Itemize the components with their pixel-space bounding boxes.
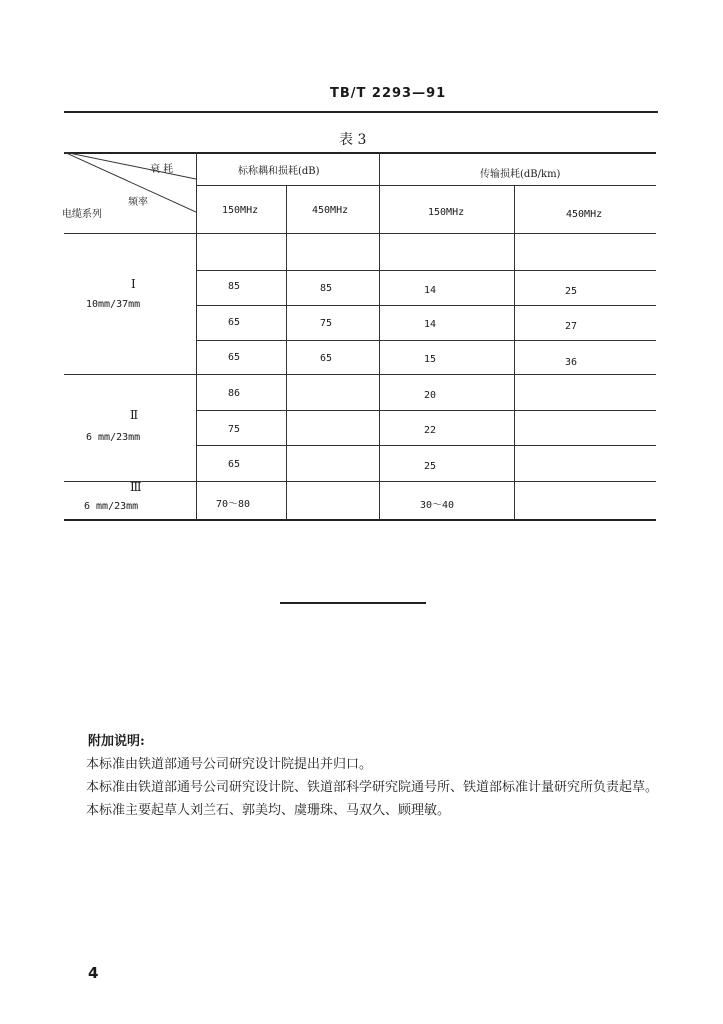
col-line — [196, 152, 197, 519]
series-size: 6 mm/23mm — [84, 501, 139, 512]
table-cell: 36 — [565, 357, 578, 368]
table-cell: 65 — [228, 317, 241, 328]
header-rule — [64, 111, 658, 113]
table-cell: 14 — [424, 319, 437, 330]
table-cell: 25 — [424, 461, 437, 472]
freq-header: 150MHz — [428, 207, 465, 218]
table-cell: 20 — [424, 390, 437, 401]
row-line — [196, 270, 656, 271]
table-cell: 65 — [320, 353, 333, 364]
col-line — [379, 152, 380, 519]
row-line — [196, 305, 656, 306]
table-cell: 30～40 — [420, 500, 455, 511]
table-cell: 70～80 — [216, 499, 251, 510]
series-size: 10mm/37mm — [86, 299, 141, 310]
table-cell: 65 — [228, 352, 241, 363]
header-bottom-line — [64, 233, 656, 234]
table-cell: 15 — [424, 354, 437, 365]
page-number: 4 — [88, 964, 99, 982]
series-numeral: Ⅰ — [131, 277, 136, 291]
notes-title: 附加说明: — [88, 734, 145, 749]
standard-code: TB/T 2293—91 — [330, 86, 447, 101]
table-bottom-border — [64, 519, 656, 521]
table-cell: 75 — [320, 318, 333, 329]
row-line — [196, 410, 656, 411]
table-cell: 85 — [228, 281, 241, 292]
table-cell: 75 — [228, 424, 241, 435]
table-cell: 22 — [424, 425, 437, 436]
table-cell: 25 — [565, 286, 578, 297]
notes-line: 本标准由铁道部通号公司研究设计院提出并归口。 — [86, 757, 373, 772]
group-line — [64, 481, 656, 482]
corner-frequency-label: 频率 — [128, 197, 148, 208]
table-cell: 14 — [424, 285, 437, 296]
freq-header: 450MHz — [312, 205, 349, 216]
row-line — [196, 340, 656, 341]
notes-line: 本标准由铁道部通号公司研究设计院、铁道部科学研究院通号所、铁道部标准计量研究所负责起草。 — [86, 780, 659, 795]
row-line — [196, 445, 656, 446]
group-header-coupling-loss: 标称耦和损耗(dB) — [238, 166, 320, 177]
section-separator — [280, 602, 426, 604]
header-group-line — [196, 185, 656, 186]
corner-attenuation-label: 衰 耗 — [150, 164, 174, 175]
freq-header: 150MHz — [222, 205, 259, 216]
series-numeral: Ⅲ — [130, 480, 142, 494]
additional-notes — [58, 730, 658, 822]
col-line — [514, 185, 515, 519]
series-size: 6 mm/23mm — [86, 432, 141, 443]
table-cell: 85 — [320, 283, 333, 294]
table-cell: 65 — [228, 459, 241, 470]
corner-series-label: 电缆系列 — [62, 209, 102, 220]
group-header-transmission-loss: 传输损耗(dB/km) — [480, 169, 561, 180]
table-caption: 表 3 — [339, 132, 367, 148]
freq-header: 450MHz — [566, 209, 603, 220]
col-line — [286, 185, 287, 519]
series-numeral: Ⅱ — [130, 408, 139, 422]
group-line — [64, 374, 656, 375]
table-cell: 27 — [565, 321, 578, 332]
notes-line: 本标准主要起草人刘兰石、郭美均、虞珊珠、马双久、顾理敏。 — [86, 803, 451, 818]
table-cell: 86 — [228, 388, 241, 399]
